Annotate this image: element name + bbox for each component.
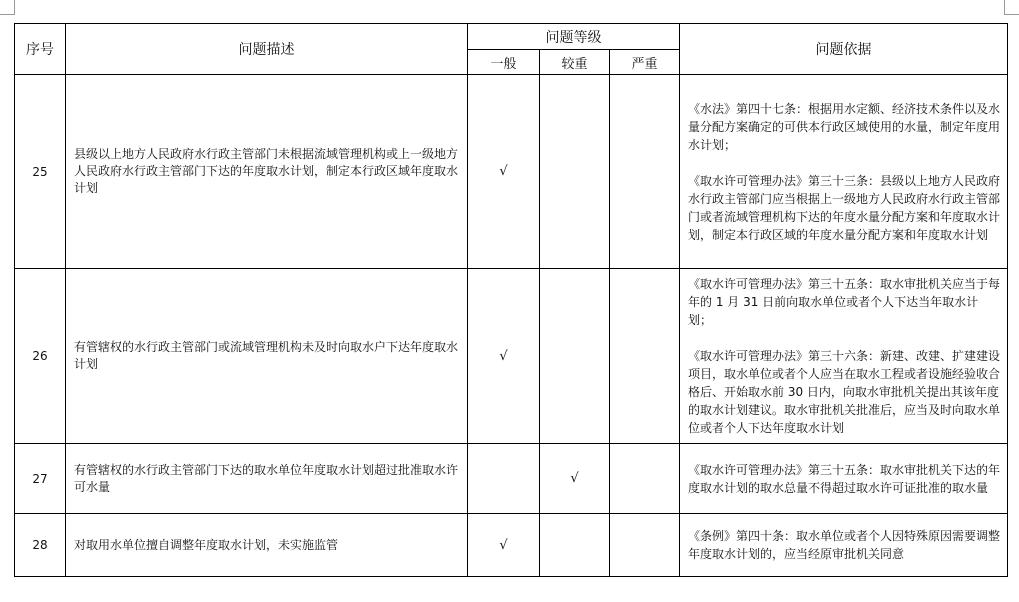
basis-paragraph: 《取水许可管理办法》第三十五条：取水审批机关下达的年度取水计划的取水总量不得超过取水许可证批准的取水量 — [688, 462, 1001, 495]
header-level-general: 一般 — [468, 50, 540, 75]
level-severe-cell — [610, 444, 680, 514]
row-basis — [680, 444, 1008, 514]
level-general-cell — [468, 514, 540, 577]
row-seq: 27 — [15, 444, 66, 514]
check-mark-icon: √ — [499, 348, 508, 364]
check-mark-icon: √ — [570, 471, 579, 486]
row-basis — [680, 75, 1008, 269]
header-seq: 序号 — [15, 24, 66, 75]
page-corner-mark-left — [0, 0, 15, 15]
header-level-serious: 较重 — [540, 50, 610, 75]
level-serious-cell — [540, 444, 610, 514]
level-general-cell — [468, 269, 540, 444]
row-description: 对取用水单位擅自调整年度取水计划，未实施监管 — [66, 514, 468, 577]
basis-paragraph: 《取水许可管理办法》第三十五条：取水审批机关应当于每年的 1 月 31 日前向取水单位或者个人下达当年取水计划； — [688, 277, 1001, 327]
level-general-cell — [468, 75, 540, 269]
level-serious-cell — [540, 75, 610, 269]
basis-paragraph: 《条例》第四十条：取水单位或者个人因特殊原因需要调整年度取水计划的，应当经原审批机关同意 — [688, 529, 1001, 561]
table-row — [15, 75, 1008, 269]
level-serious-cell — [540, 514, 610, 577]
row-basis — [680, 269, 1008, 444]
check-mark-icon: √ — [499, 164, 508, 179]
basis-paragraph: 《水法》第四十七条：根据用水定额、经济技术条件以及水量分配方案确定的可供本行政区域使用的水量，制定年度用水计划； — [688, 101, 1001, 152]
table-row — [15, 269, 1008, 444]
level-severe-cell — [610, 75, 680, 269]
issue-table — [14, 23, 1008, 577]
header-level-severe: 严重 — [610, 50, 680, 75]
basis-paragraph: 《取水许可管理办法》第三十三条：县级以上地方人民政府水行政主管部门应当根据上一级地方人民政府水行政主管部门或者流域管理机构下达的年度水量分配方案和年度取水计划，制定本行政区域的年度水量分配方案和年度取水计划 — [688, 173, 1001, 242]
row-seq: 28 — [15, 514, 66, 577]
header-level: 问题等级 — [468, 24, 680, 50]
row-description: 有管辖权的水行政主管部门下达的取水单位年度取水计划超过批准取水许可水量 — [66, 444, 468, 514]
level-severe-cell — [610, 269, 680, 444]
level-general-cell — [468, 444, 540, 514]
header-description: 问题描述 — [66, 24, 468, 75]
header-basis: 问题依据 — [680, 24, 1008, 75]
table-row — [15, 514, 1008, 577]
level-serious-cell — [540, 269, 610, 444]
row-description: 县级以上地方人民政府水行政主管部门未根据流域管理机构或上一级地方人民政府水行政主管部门下达的年度取水计划，制定本行政区域年度取水计划 — [66, 75, 468, 269]
page-corner-mark-right — [1004, 0, 1019, 15]
row-basis — [680, 514, 1008, 577]
row-seq: 26 — [15, 269, 66, 444]
table-row — [15, 444, 1008, 514]
header-row-1 — [15, 24, 1008, 50]
basis-paragraph: 《取水许可管理办法》第三十六条：新建、改建、扩建建设项目，取水单位或者个人应当在取水工程或者设施经验收合格后、开始取水前 30 日内，向取水审批机关提出其该年度的取水计划建议。取水审批机关批准后，应当及时向取水单位或者个人下达年度取水计划 — [688, 349, 1001, 435]
row-seq: 25 — [15, 75, 66, 269]
check-mark-icon: √ — [499, 537, 508, 553]
level-severe-cell — [610, 514, 680, 577]
row-description: 有管辖权的水行政主管部门或流域管理机构未及时向取水户下达年度取水计划 — [66, 269, 468, 444]
